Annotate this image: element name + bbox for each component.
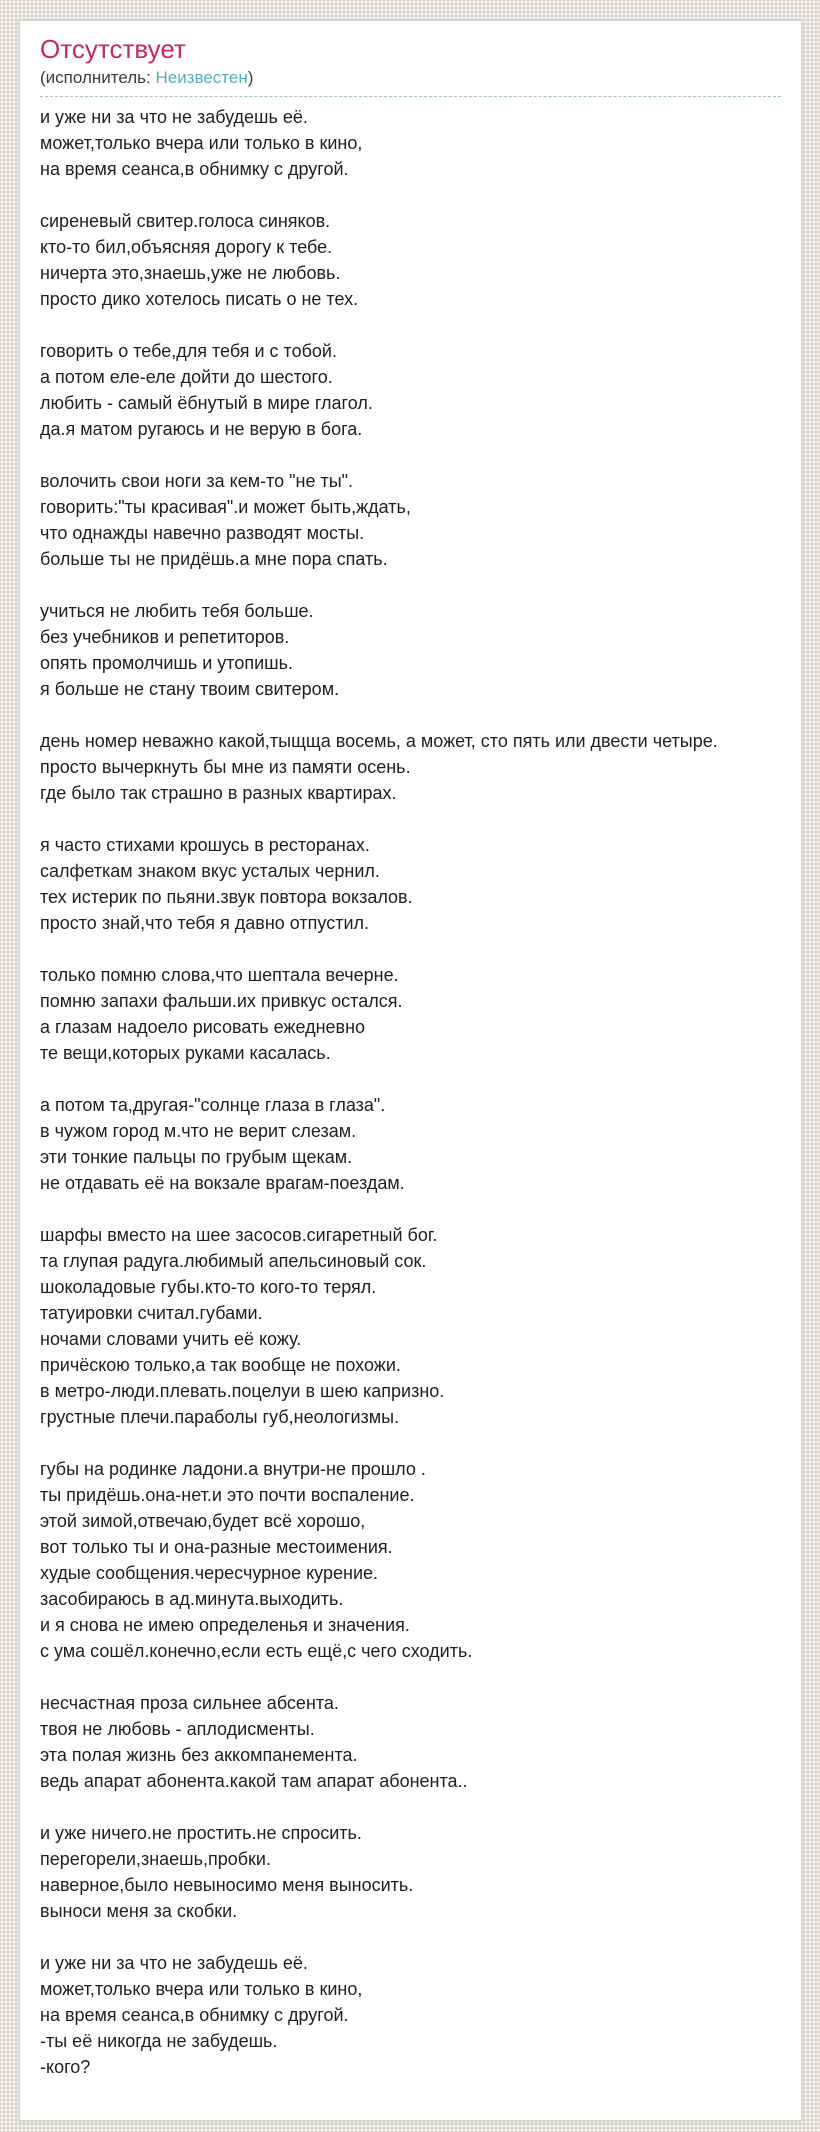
stanza — [40, 1820, 781, 1924]
artist-line — [40, 67, 781, 88]
lyric-line: выноси меня за скобки. — [40, 1901, 238, 1921]
lyric-line: татуировки считал.губами. — [40, 1303, 263, 1323]
lyric-line: перегорели,знаешь,пробки. — [40, 1849, 271, 1869]
lyric-line: и уже ни за что не забудешь её. — [40, 1953, 308, 1973]
lyric-line: с ума сошёл.конечно,если есть ещё,с чего сходить. — [40, 1641, 473, 1661]
stanza — [40, 728, 781, 806]
lyric-line: кто-то бил,объясняя дорогу к тебе. — [40, 237, 333, 257]
stanza — [40, 1950, 781, 2080]
lyric-line: может,только вчера или только в кино, — [40, 1979, 363, 1999]
stanza — [40, 338, 781, 442]
stanza — [40, 468, 781, 572]
lyric-line: просто вычеркнуть бы мне из памяти осень. — [40, 757, 411, 777]
page-title: Отсутствует — [40, 34, 186, 64]
lyric-line: может,только вчера или только в кино, — [40, 133, 363, 153]
lyric-line: что однажды навечно разводят мосты. — [40, 523, 365, 543]
lyric-line: наверное,было невыносимо меня выносить. — [40, 1875, 414, 1895]
lyric-line: тех истерик по пьяни.звук повтора вокзалов. — [40, 887, 413, 907]
artist-link[interactable]: Неизвестен — [155, 68, 248, 87]
lyric-line: несчастная проза сильнее абсента. — [40, 1693, 339, 1713]
lyric-line: эта полая жизнь без аккомпанемента. — [40, 1745, 358, 1765]
lyric-line: -кого? — [40, 2057, 91, 2077]
lyric-line: в метро-люди.плевать.поцелуи в шею капризно. — [40, 1381, 445, 1401]
lyric-line: вот только ты и она-разные местоимения. — [40, 1537, 393, 1557]
lyric-line: шоколадовые губы.кто-то кого-то терял. — [40, 1277, 377, 1297]
artist-label-suffix: ) — [247, 68, 254, 87]
lyric-line: я больше не стану твоим свитером. — [40, 679, 340, 699]
lyric-line: в чужом город м.что не верит слезам. — [40, 1121, 357, 1141]
lyrics-card — [19, 20, 802, 2121]
lyric-line: просто знай,что тебя я давно отпустил. — [40, 913, 370, 933]
lyric-line: ничерта это,знаешь,уже не любовь. — [40, 263, 341, 283]
lyric-line: не отдавать её на вокзале врагам-поездам. — [40, 1173, 405, 1193]
lyric-line: и я снова не имею определенья и значения. — [40, 1615, 410, 1635]
lyric-line: волочить свои ноги за кем-то "не ты". — [40, 471, 354, 491]
lyric-line: день номер неважно какой,тыщща восемь, а может, сто пять или двести четыре. — [40, 731, 718, 751]
lyric-line: -ты её никогда не забудешь. — [40, 2031, 278, 2051]
stanza — [40, 962, 781, 1066]
lyric-line: ночами словами учить её кожу. — [40, 1329, 302, 1349]
lyric-line: без учебников и репетиторов. — [40, 627, 290, 647]
lyric-line: я часто стихами крошусь в ресторанах. — [40, 835, 370, 855]
lyric-line: на время сеанса,в обнимку с другой. — [40, 2005, 349, 2025]
stanza — [40, 1456, 781, 1664]
song-header — [40, 34, 781, 97]
stanza — [40, 598, 781, 702]
lyric-line: больше ты не придёшь.а мне пора спать. — [40, 549, 388, 569]
lyric-line: просто дико хотелось писать о не тех. — [40, 289, 359, 309]
lyric-line: говорить о тебе,для тебя и с тобой. — [40, 341, 337, 361]
lyric-line: худые сообщения.чересчурное курение. — [40, 1563, 379, 1583]
lyric-line: губы на родинке ладони.а внутри-не прошло . — [40, 1459, 426, 1479]
lyric-line: этой зимой,отвечаю,будет всё хорошо, — [40, 1511, 366, 1531]
lyric-line: учиться не любить тебя больше. — [40, 601, 314, 621]
lyric-line: и уже ничего.не простить.не спросить. — [40, 1823, 362, 1843]
lyric-line: да.я матом ругаюсь и не верую в бога. — [40, 419, 363, 439]
lyric-line: говорить:"ты красивая".и может быть,ждать, — [40, 497, 411, 517]
stanza — [40, 1092, 781, 1196]
lyric-line: твоя не любовь - аплодисменты. — [40, 1719, 315, 1739]
lyric-line: опять промолчишь и утопишь. — [40, 653, 293, 673]
lyric-line: где было так страшно в разных квартирах. — [40, 783, 397, 803]
lyric-line: грустные плечи.параболы губ,неологизмы. — [40, 1407, 400, 1427]
lyric-line: только помню слова,что шептала вечерне. — [40, 965, 399, 985]
lyric-line: помню запахи фальши.их привкус остался. — [40, 991, 403, 1011]
lyric-line: ты придёшь.она-нет.и это почти воспаление. — [40, 1485, 415, 1505]
lyric-line: а глазам надоело рисовать ежедневно — [40, 1017, 366, 1037]
lyric-line: а потом та,другая-"солнце глаза в глаза". — [40, 1095, 386, 1115]
lyric-line: салфеткам знаком вкус усталых чернил. — [40, 861, 380, 881]
lyric-line: засобираюсь в ад.минута.выходить. — [40, 1589, 344, 1609]
stanza — [40, 208, 781, 312]
lyric-line: на время сеанса,в обнимку с другой. — [40, 159, 349, 179]
lyric-line: а потом еле-еле дойти до шестого. — [40, 367, 333, 387]
stanza — [40, 832, 781, 936]
lyric-line: та глупая радуга.любимый апельсиновый сок. — [40, 1251, 427, 1271]
lyric-line: причёскою только,а так вообще не похожи. — [40, 1355, 401, 1375]
lyric-line: и уже ни за что не забудешь её. — [40, 107, 308, 127]
lyric-line: те вещи,которых руками касалась. — [40, 1043, 331, 1063]
stanza — [40, 1690, 781, 1794]
lyric-line: любить - самый ёбнутый в мире глагол. — [40, 393, 373, 413]
lyric-line: эти тонкие пальцы по грубым щекам. — [40, 1147, 353, 1167]
lyric-line: ведь апарат абонента.какой там апарат абонента.. — [40, 1771, 468, 1791]
lyrics-text — [40, 104, 781, 2080]
stanza — [40, 104, 781, 182]
lyric-line: шарфы вместо на шее засосов.сигаретный бог. — [40, 1225, 438, 1245]
lyric-line: сиреневый свитер.голоса синяков. — [40, 211, 331, 231]
artist-label: (исполнитель: — [40, 68, 156, 87]
stanza — [40, 1222, 781, 1430]
